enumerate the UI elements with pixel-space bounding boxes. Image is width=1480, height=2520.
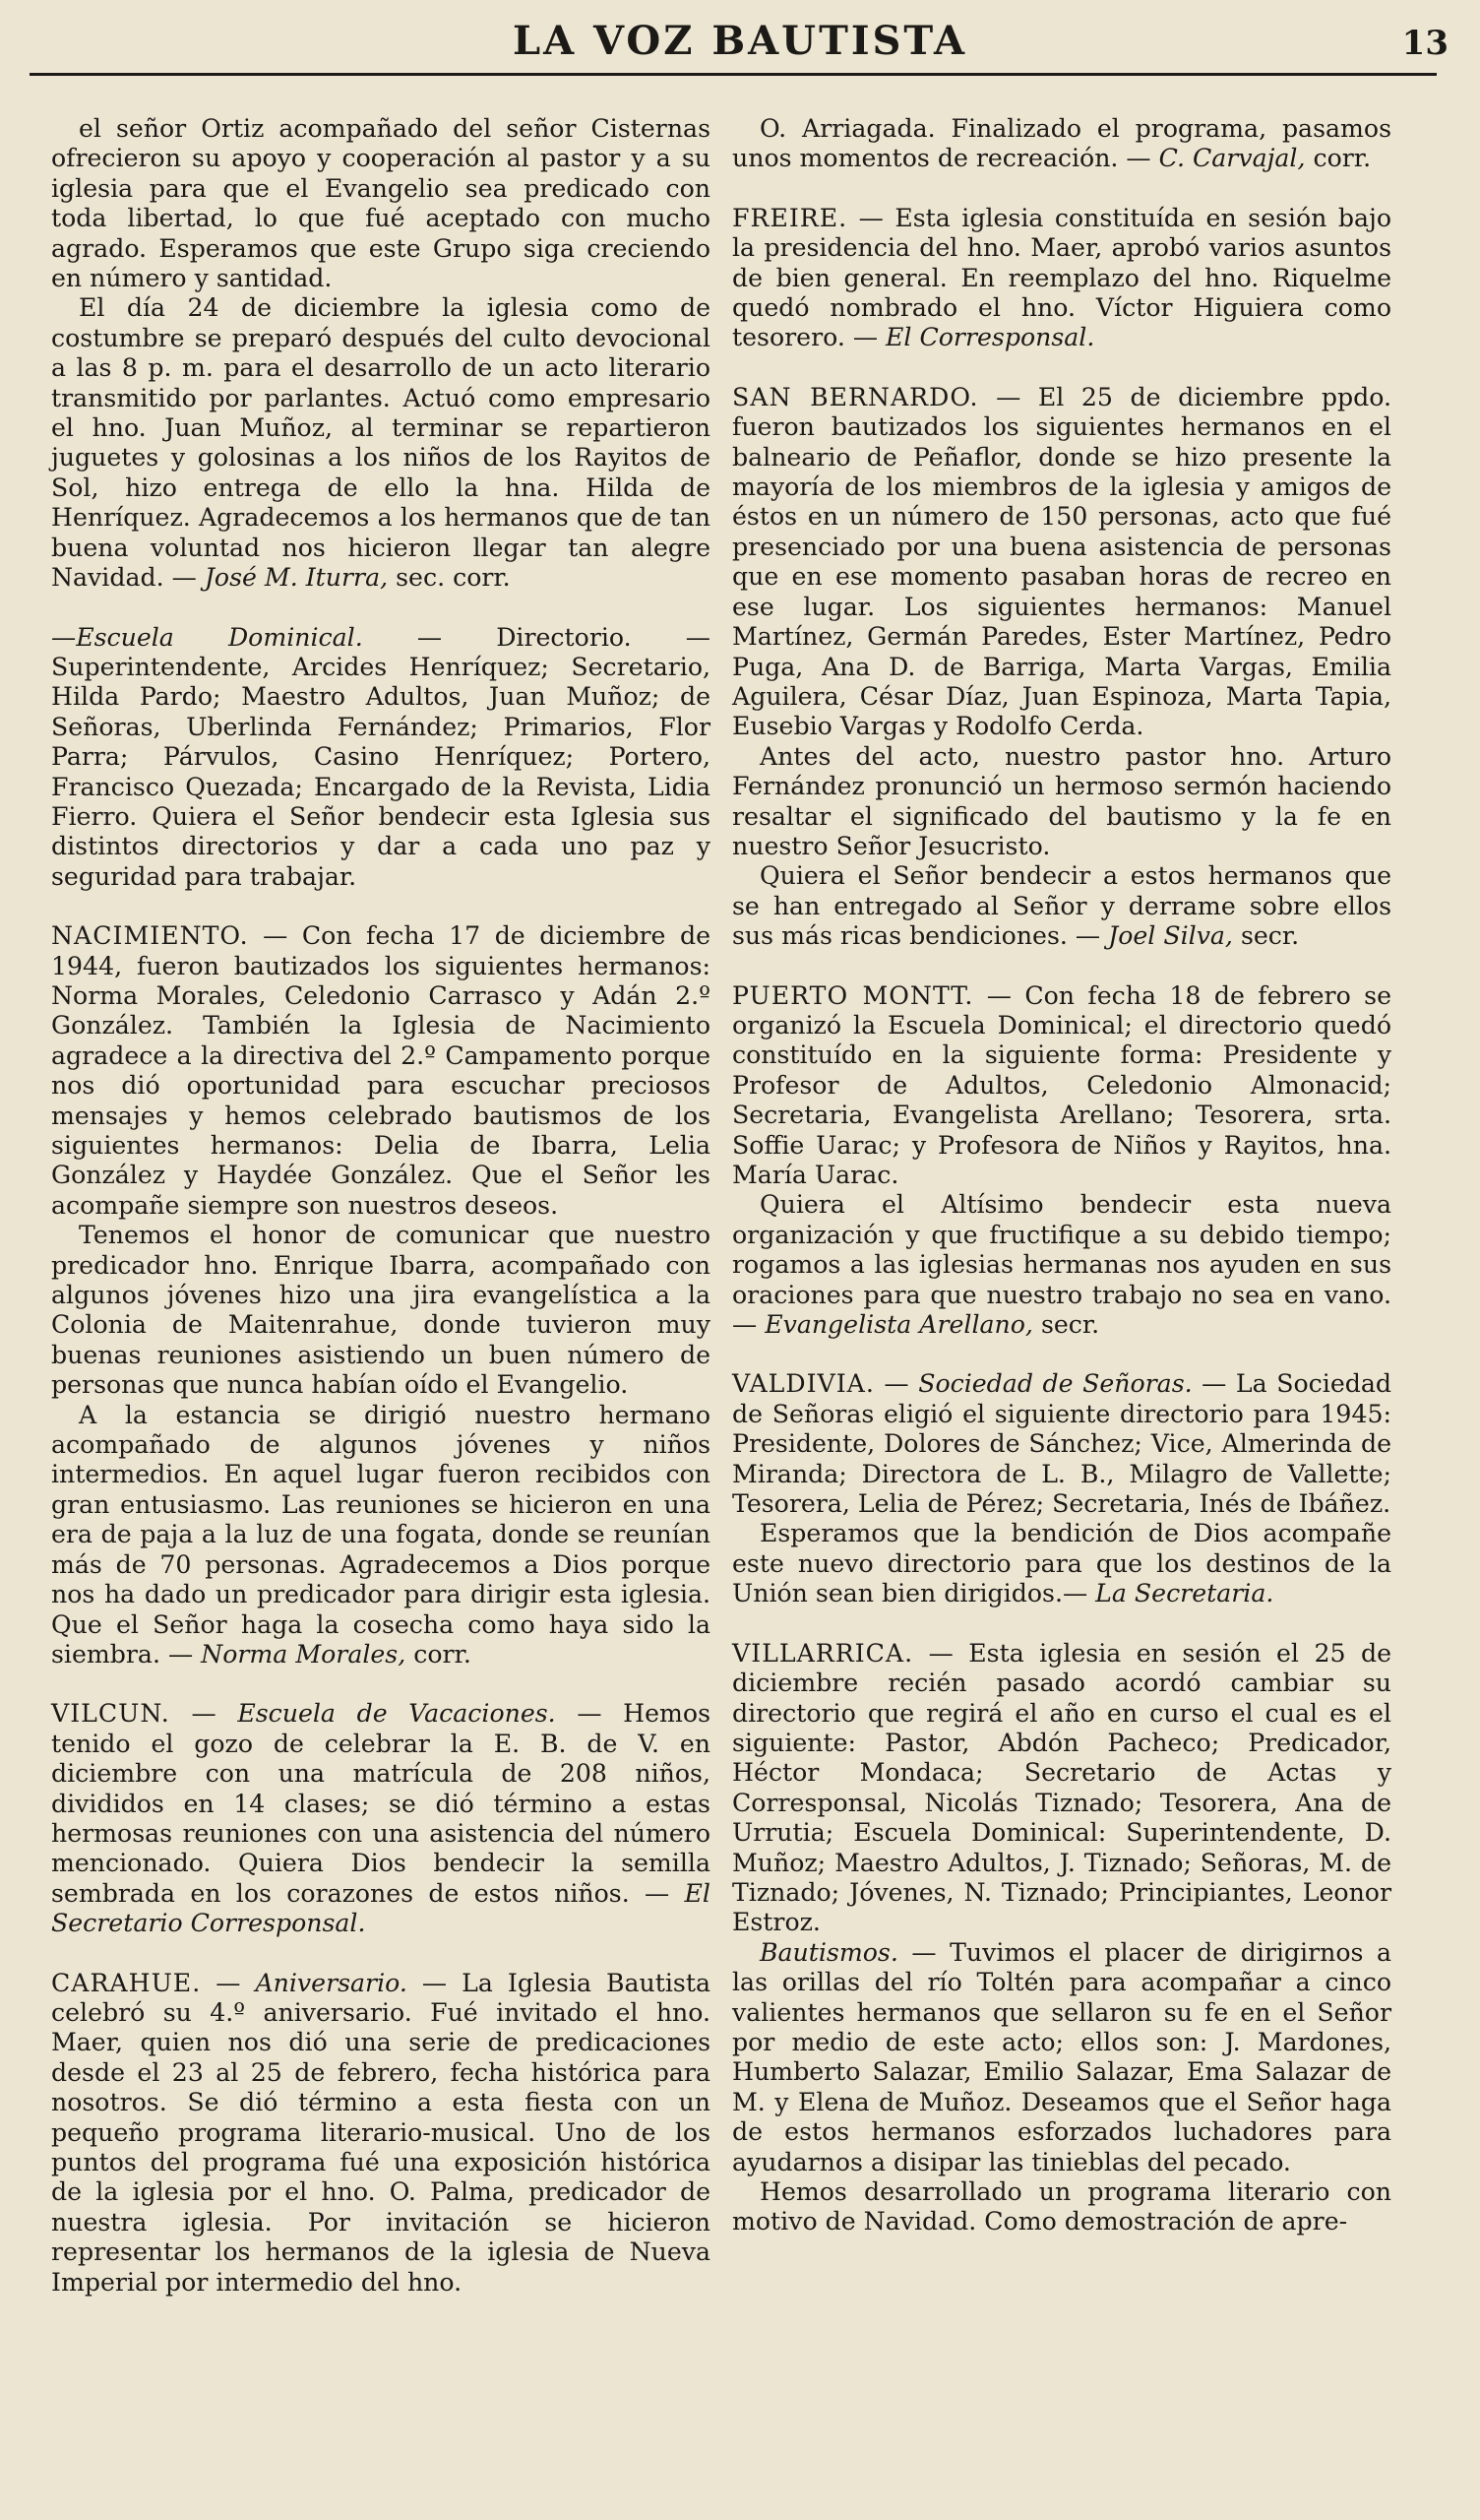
- signature: La Secretaria.: [1095, 1579, 1274, 1608]
- paragraph-text: — El 25 de diciembre ppdo. fueron bautizados los siguientes hermanos en el balneario de Peñaflor, donde se hizo presente la mayoría de los miembros de la iglesia y amigos de éstos en un número de 150 personas, acto que fué presenciado por una buena asistencia de personas que en ese momento pasaban horas de recreo en ese lugar. Los siguientes hermanos: Manuel Martínez, Germán Paredes, Ester Martínez, Pedro Puga, Ana D. de Barriga, Marta Vargas, Emilia Aguilera, César Díaz, Juan Espinoza, Marta Tapia, Eusebio Vargas y Rodolfo Cerda.: [732, 382, 1392, 741]
- section-heading: PUERTO MONTT.: [732, 980, 974, 1010]
- paragraph-text: El día 24 de diciembre la iglesia como de costumbre se preparó después del culto devocional a las 8 p. m. para el desarrollo de un acto literario transmitido por parlantes. Actuó como empresario el hno. Juan Muñoz, al terminar se repartieron juguetes y golosinas a los niños de los Rayitos de Sol, hizo entrega de ello la hna. Hilda de Henríquez. Agradecemos a los hermanos que de tan buena voluntad nos hicieron llegar tan alegre Navidad. —: [51, 293, 710, 593]
- paragraph: [732, 204, 1391, 353]
- paragraph: [732, 1190, 1391, 1340]
- signature: Joel Silva,: [1108, 921, 1233, 951]
- paragraph: [51, 1699, 710, 1938]
- paragraph-text: A la estancia se dirigió nuestro hermano acompañado de algunos jóvenes y niños intermedios. En aquel lugar fueron recibidos con gran entusiasmo. Las reuniones se hicieron en una era de paja a la luz de una fogata, donde se reunían más de 70 personas. Agradecemos a Dios porque nos ha dado un predicador para dirigir esta iglesia. Que el Señor haga la cosecha como haya sido la siembra. —: [51, 1400, 710, 1669]
- section-subheading: Bautismos.: [760, 1937, 898, 1967]
- paragraph: [732, 2177, 1391, 2237]
- paragraph: [51, 623, 710, 893]
- paragraph: [51, 1969, 710, 2298]
- paragraph-text: — La Sociedad de Señoras eligió el siguiente directorio para 1945: Presidente, Dolores de Sánchez; Vice, Almerinda de Miranda; Directora de L. B., Milagro de Vallette; Tesorera, Lelia de Pérez; Secretaria, Inés de Ibáñez.: [732, 1369, 1391, 1519]
- signature: C. Carvajal,: [1158, 144, 1306, 173]
- paragraph-text: —: [201, 1968, 256, 1997]
- section-heading: CARAHUE.: [51, 1968, 202, 1997]
- section-subheading: Aniversario.: [255, 1968, 407, 1997]
- paragraph: [732, 1519, 1391, 1608]
- paragraph-text: — Hemos tenido el gozo de celebrar la E. B. de V. en diciembre con una matrícula de 208 niños, divididos en 14 clases; se dió término a estas hermosas reuniones con una asistencia del número mencionado. Quiera Dios bendecir la semilla sembrada en los corazones de estos niños. —: [51, 1699, 711, 1908]
- section-heading: SAN BERNARDO.: [732, 382, 979, 411]
- paragraph: [732, 981, 1391, 1191]
- paragraph-text: — Directorio. — Superintendente, Arcides Henríquez; Secretario, Hilda Pardo; Maestro Adultos, Juan Muñoz; de Señoras, Uberlinda Fernández; Primarios, Flor Parra; Párvulos, Casino Henríquez; Portero, Francisco Quezada; Encargado de la Revista, Lidia Fierro. Quiera el Señor bendecir esta Iglesia sus distintos directorios y dar a cada uno paz y seguridad para trabajar.: [51, 622, 710, 891]
- signature-role: secr.: [1232, 921, 1300, 951]
- section-heading: VALDIVIA.: [732, 1369, 875, 1399]
- signature: José M. Iturra,: [204, 563, 389, 593]
- signature-role: sec. corr.: [388, 563, 511, 593]
- paragraph: [51, 293, 710, 593]
- signature: Norma Morales,: [201, 1639, 406, 1669]
- paragraph-text: Quiera el Altísimo bendecir esta nueva organización y que fructifique a su debido tiempo; rogamos a las iglesias hermanas nos ayuden en sus oraciones para que nuestro trabajo no sea en vano. —: [732, 1190, 1391, 1340]
- paragraph-text: — La Iglesia Bautista celebró su 4.º aniversario. Fué invitado el hno. Maer, quien nos dió una serie de predicaciones desde el 23 al 25 de febrero, fecha histórica para nosotros. Se dió término a esta fiesta con un pequeño programa literario-musical. Uno de los puntos del programa fué una exposición histórica de la iglesia por el hno. O. Palma, predicador de nuestra iglesia. Por invitación se hicieron representar los hermanos de la iglesia de Nueva Imperial por intermedio del hno.: [51, 1968, 710, 2297]
- paragraph-text: Antes del acto, nuestro pastor hno. Arturo Fernández pronunció un hermoso sermón haciendo resaltar el significado del bautismo y la fe en nuestro Señor Jesucristo.: [732, 741, 1391, 860]
- paragraph-text: — Con fecha 17 de diciembre de 1944, fueron bautizados los siguientes hermanos: Norma Morales, Celedonio Carrasco y Adán 2.º González. También la Iglesia de Nacimiento agradece a la directiva del 2.º Campamento porque nos dió oportunidad para escuchar preciosos mensajes y hemos celebrado bautismos de los siguientes hermanos: Delia de Ibarra, Lelia González y Haydée González. Que el Señor les acompañe siempre son nuestros deseos.: [51, 921, 710, 1220]
- paragraph-text: el señor Ortiz acompañado del señor Cisternas ofrecieron su apoyo y cooperación al pastor y a su iglesia para que el Evangelio sea predicado con toda libertad, lo que fué aceptado con mucho agrado. Esperamos que este Grupo siga creciendo en número y santidad.: [51, 114, 710, 293]
- signature-role: corr.: [405, 1639, 471, 1669]
- signature: El Secretario Corresponsal.: [51, 1878, 710, 1938]
- paragraph: [51, 921, 710, 1221]
- paragraph: [51, 1221, 710, 1400]
- paragraph: [732, 1938, 1391, 2177]
- signature-role: secr.: [1032, 1310, 1100, 1340]
- signature-role: corr.: [1305, 144, 1372, 173]
- right-column: [732, 114, 1391, 2237]
- paragraph: [732, 383, 1391, 742]
- paragraph-text: O. Arriagada. Finalizado el programa, pasamos unos momentos de recreación. —: [732, 114, 1391, 173]
- signature: El Corresponsal.: [886, 323, 1095, 352]
- paragraph-text: —: [169, 1699, 238, 1729]
- paragraph: [732, 114, 1391, 174]
- paragraph-text: — Con fecha 18 de febrero se organizó la Escuela Dominical; el directorio quedó constituído en la siguiente forma: Presidente y Profesor de Adultos, Celedonio Almonacid; Secretaria, Evangelista Arellano; Tesorera, srta. Soffie Uarac; y Profesora de Niños y Rayitos, hna. María Uarac.: [732, 980, 1391, 1189]
- left-column: [51, 114, 710, 2298]
- paragraph-text: —: [874, 1369, 919, 1399]
- page-header: [31, 18, 1449, 77]
- paragraph: [732, 861, 1391, 951]
- paragraph-text: Tenemos el honor de comunicar que nuestro predicador hno. Enrique Ibarra, acompañado con algunos jóvenes hizo una jira evangelística a la Colonia de Maitenrahue, donde tuvieron muy buenas reuniones asistiendo un buen número de personas que nunca habían oído el Evangelio.: [51, 1221, 710, 1400]
- section-subheading: Sociedad de Señoras.: [918, 1369, 1193, 1399]
- signature: Evangelista Arellano,: [765, 1310, 1033, 1340]
- paragraph: [732, 742, 1391, 862]
- paragraph: [732, 1639, 1391, 1938]
- page-number: 13: [1401, 24, 1449, 63]
- paragraph: [732, 1369, 1391, 1519]
- paragraph-text: Quiera el Señor bendecir a estos hermanos que se han entregado al Señor y derrame sobre ellos sus más ricas bendiciones. —: [732, 861, 1391, 951]
- section-heading: VILLARRICA.: [732, 1638, 914, 1668]
- paragraph-text: — Tuvimos el placer de dirigirnos a las orillas del río Toltén para acompañar a cinco valientes hermanos que sellaron su fe en el Señor por medio de este acto; ellos son: J. Mardones, Humberto Salazar, Emilio Salazar, Ema Salazar de M. y Elena de Muñoz. Deseamos que el Señor haga de estos hermanos esforzados luchadores para ayudarnos a disipar las tinieblas del pecado.: [732, 1937, 1391, 2176]
- section-subheading: Escuela de Vacaciones.: [237, 1699, 556, 1729]
- section-heading: FREIRE.: [732, 203, 848, 232]
- paragraph-text: — Esta iglesia en sesión el 25 de diciembre recién pasado acordó cambiar su directorio que regirá el año en curso el cual es el siguiente: Pastor, Abdón Pacheco; Predicador, Héctor Mondaca; Secretario de Actas y Corresponsal, Nicolás Tiznado; Tesorera, Ana de Urrutia; Escuela Dominical: Superintendente, D. Muñoz; Maestro Adultos, J. Tiznado; Señoras, M. de Tiznado; Jóvenes, N. Tiznado; Principiantes, Leonor Estroz.: [732, 1638, 1391, 1937]
- paragraph-text: Esperamos que la bendición de Dios acompañe este nuevo directorio para que los destinos de la Unión sean bien dirigidos.—: [732, 1519, 1391, 1608]
- paragraph: [51, 114, 710, 293]
- paragraph-text: Hemos desarrollado un programa literario con motivo de Navidad. Como demostración de apre-: [732, 2177, 1391, 2236]
- section-heading: NACIMIENTO.: [51, 921, 249, 951]
- section-heading: VILCUN.: [51, 1699, 170, 1729]
- header-rule: [30, 73, 1437, 76]
- paragraph: [51, 1401, 710, 1670]
- paragraph-text: — Esta iglesia constituída en sesión bajo la presidencia del hno. Maer, aprobó varios asuntos de bien general. En reemplazo del hno. Riquelme quedó nombrado el hno. Víctor Higuiera como tesorero. —: [732, 203, 1391, 352]
- publication-title: LA VOZ BAUTISTA: [512, 18, 968, 64]
- section-heading: —Escuela Dominical.: [51, 622, 363, 652]
